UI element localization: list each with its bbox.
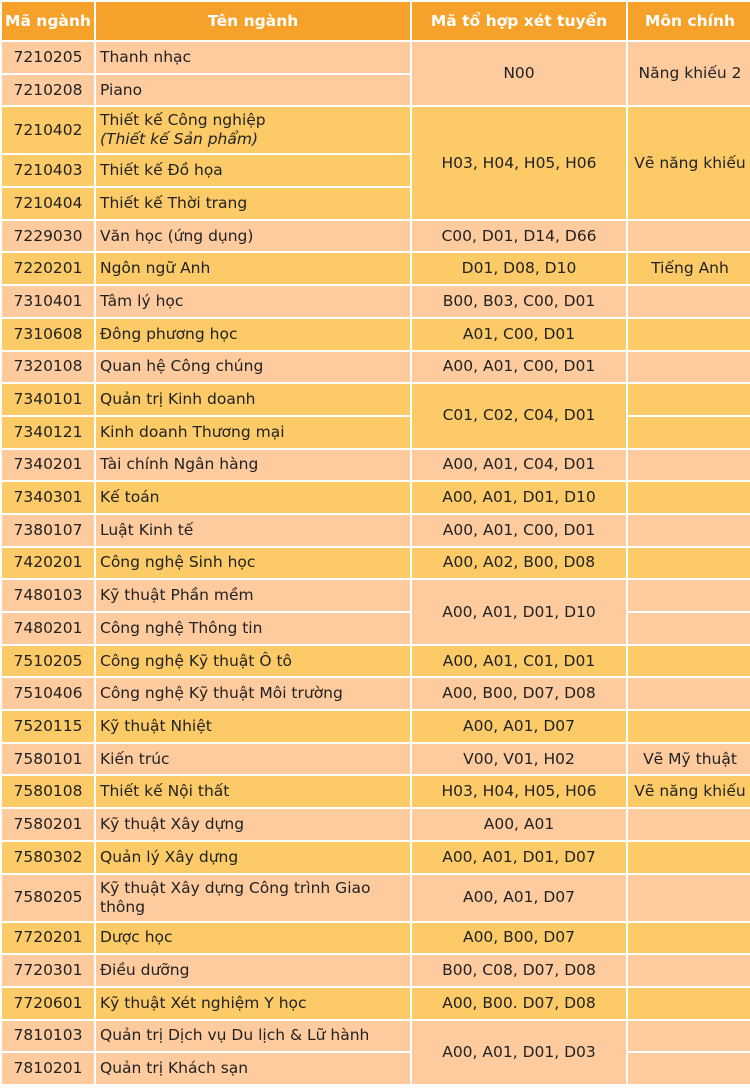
major-name: Kinh doanh Thương mại [96,417,410,448]
major-code: 7580205 [2,875,94,921]
table-row [2,1021,750,1052]
table-row [2,776,750,807]
major-name: Công nghệ Thông tin [96,613,410,644]
header-name: Tên ngành [96,2,410,40]
major-name: Kỹ thuật Xây dựng Công trình Giao thông [96,875,410,921]
combo-code: A00, A01, D01, D07 [412,842,626,873]
main-subject [628,548,750,579]
combo-code: A00, A01, C04, D01 [412,450,626,481]
combo-code: A00, B00, D07, D08 [412,678,626,709]
table-row [2,107,750,153]
major-code: 7320108 [2,352,94,383]
major-name: Kỹ thuật Xây dựng [96,809,410,840]
main-subject [628,1053,750,1084]
main-subject [628,1021,750,1052]
major-code: 7520115 [2,711,94,742]
major-name: Quản lý Xây dựng [96,842,410,873]
major-code: 7210403 [2,155,94,186]
combo-code: A00, A01, D01, D03 [412,1021,626,1084]
main-subject [628,923,750,954]
main-subject [628,221,750,252]
major-code: 7580101 [2,744,94,775]
main-subject [628,384,750,415]
major-name: Tâm lý học [96,286,410,317]
major-code: 7720601 [2,988,94,1019]
major-name: Kiến trúc [96,744,410,775]
major-name: Tài chính Ngân hàng [96,450,410,481]
major-name: Thanh nhạc [96,42,410,73]
major-code: 7310608 [2,319,94,350]
table-row [2,286,750,317]
major-name: Thiết kế Thời trang [96,188,410,219]
major-code: 7420201 [2,548,94,579]
combo-code: A00, A01, C01, D01 [412,646,626,677]
major-name: Thiết kế Đồ họa [96,155,410,186]
table-row [2,809,750,840]
major-code: 7720201 [2,923,94,954]
header-subject: Môn chính [628,2,750,40]
table-header-row [2,2,750,40]
major-code: 7720301 [2,955,94,986]
major-name: Kỹ thuật Phần mềm [96,580,410,611]
major-name: Kế toán [96,482,410,513]
major-code: 7210404 [2,188,94,219]
combo-code: A00, A02, B00, D08 [412,548,626,579]
main-subject [628,842,750,873]
main-subject [628,319,750,350]
major-name: Ngôn ngữ Anh [96,253,410,284]
table-row [2,450,750,481]
combo-code: A00, A01, D01, D10 [412,580,626,643]
table-row [2,678,750,709]
table-row [2,875,750,921]
main-subject: Vẽ Mỹ thuật [628,744,750,775]
major-code: 7810103 [2,1021,94,1052]
major-name: Kỹ thuật Nhiệt [96,711,410,742]
table-row [2,923,750,954]
major-code: 7340201 [2,450,94,481]
major-name-cell [96,107,410,153]
major-name: Dược học [96,923,410,954]
combo-code: B00, B03, C00, D01 [412,286,626,317]
table-row [2,842,750,873]
main-subject [628,450,750,481]
major-name: Thiết kế Công nghiệp [100,111,266,130]
main-subject [628,711,750,742]
major-code: 7310401 [2,286,94,317]
main-subject [628,613,750,644]
combo-code: A00, A01, C00, D01 [412,352,626,383]
main-subject [628,955,750,986]
major-code: 7580302 [2,842,94,873]
table-row [2,711,750,742]
combo-code: A00, A01, D07 [412,711,626,742]
combo-code: A01, C00, D01 [412,319,626,350]
major-code: 7580108 [2,776,94,807]
header-combo: Mã tổ hợp xét tuyển [412,2,626,40]
major-name: Công nghệ Kỹ thuật Môi trường [96,678,410,709]
major-name: Quản trị Khách sạn [96,1053,410,1084]
table-row [2,253,750,284]
major-code: 7340301 [2,482,94,513]
combo-code: H03, H04, H05, H06 [412,776,626,807]
major-name: Luật Kinh tế [96,515,410,546]
main-subject [628,352,750,383]
main-subject [628,286,750,317]
combo-code: N00 [412,42,626,105]
main-subject [628,809,750,840]
major-code: 7510205 [2,646,94,677]
main-subject [628,417,750,448]
table-row [2,955,750,986]
major-code: 7480201 [2,613,94,644]
major-code: 7210208 [2,75,94,106]
major-code: 7340101 [2,384,94,415]
major-code: 7220201 [2,253,94,284]
main-subject: Tiếng Anh [628,253,750,284]
combo-code: A00, B00, D07 [412,923,626,954]
table-row [2,352,750,383]
combo-code: A00, A01 [412,809,626,840]
table-row [2,515,750,546]
major-code: 7340121 [2,417,94,448]
table-row [2,482,750,513]
main-subject [628,988,750,1019]
table-row [2,384,750,415]
combo-code: H03, H04, H05, H06 [412,107,626,218]
main-subject [628,678,750,709]
major-name: Quản trị Dịch vụ Du lịch & Lữ hành [96,1021,410,1052]
combo-code: A00, A01, D07 [412,875,626,921]
major-name: Thiết kế Nội thất [96,776,410,807]
table-row [2,613,750,644]
table-row [2,646,750,677]
major-name: Quản trị Kinh doanh [96,384,410,415]
table-row [2,988,750,1019]
main-subject [628,646,750,677]
major-code: 7210402 [2,107,94,153]
main-subject [628,515,750,546]
combo-code: C01, C02, C04, D01 [412,384,626,447]
major-code: 7210205 [2,42,94,73]
major-name: Điều dưỡng [96,955,410,986]
table-row [2,744,750,775]
table-row [2,42,750,73]
major-name: Công nghệ Kỹ thuật Ô tô [96,646,410,677]
main-subject: Vẽ năng khiếu [628,107,750,218]
table-row [2,417,750,448]
main-subject: Vẽ năng khiếu [628,776,750,807]
combo-code: V00, V01, H02 [412,744,626,775]
major-name-note: (Thiết kế Sản phẩm) [100,130,259,149]
main-subject [628,482,750,513]
combo-code: C00, D01, D14, D66 [412,221,626,252]
main-subject: Năng khiếu 2 [628,42,750,105]
major-name: Quan hệ Công chúng [96,352,410,383]
major-code: 7510406 [2,678,94,709]
major-name: Đông phương học [96,319,410,350]
major-code: 7229030 [2,221,94,252]
combo-code: D01, D08, D10 [412,253,626,284]
main-subject [628,875,750,921]
major-code: 7480103 [2,580,94,611]
major-code: 7810201 [2,1053,94,1084]
major-name: Piano [96,75,410,106]
combo-code: B00, C08, D07, D08 [412,955,626,986]
table-row [2,548,750,579]
table-row [2,580,750,611]
table-row [2,221,750,252]
major-name: Văn học (ứng dụng) [96,221,410,252]
combo-code: A00, A01, D01, D10 [412,482,626,513]
major-code: 7380107 [2,515,94,546]
combo-code: A00, A01, C00, D01 [412,515,626,546]
header-code: Mã ngành [2,2,94,40]
table-row [2,319,750,350]
table-row [2,1053,750,1084]
major-code: 7580201 [2,809,94,840]
major-name: Công nghệ Sinh học [96,548,410,579]
combo-code: A00, B00. D07, D08 [412,988,626,1019]
main-subject [628,580,750,611]
major-name: Kỹ thuật Xét nghiệm Y học [96,988,410,1019]
